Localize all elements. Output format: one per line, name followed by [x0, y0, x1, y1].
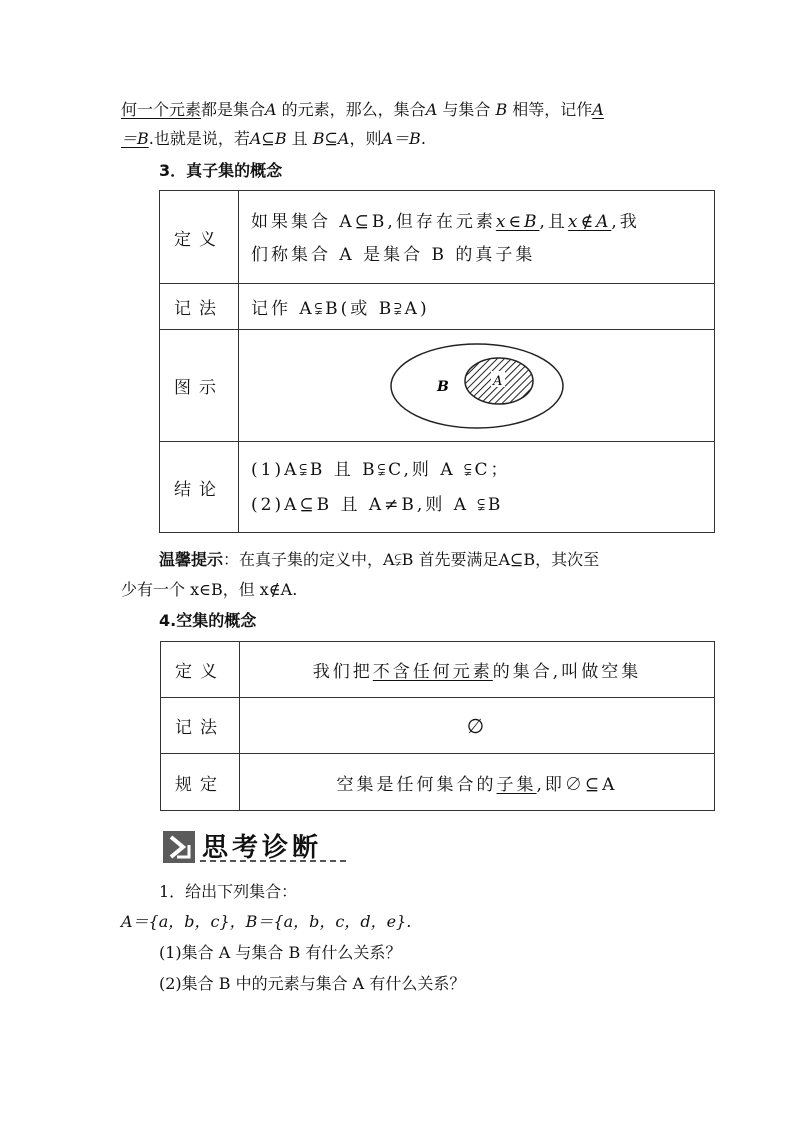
row-label: 规定 — [161, 754, 240, 811]
conclusion-cell — [239, 442, 715, 533]
intro-var: A — [265, 100, 277, 119]
definition-cell — [239, 191, 715, 284]
row-label: 定义 — [161, 642, 240, 698]
intro-line-1 — [121, 99, 604, 121]
intro-line-2 — [121, 128, 426, 150]
tip-line-1 — [159, 549, 599, 571]
table-row — [160, 191, 715, 284]
def-text: ,我 — [611, 212, 640, 232]
section4-heading: 4.空集的概念 — [159, 611, 257, 630]
question-1-part-1: (1)集合 A 与集合 B 有什么关系？ — [159, 943, 402, 962]
venn-diagram — [387, 341, 567, 431]
tip-line-2: 少有一个 x∈B，但 x∉A. — [121, 580, 298, 599]
notation-cell: 记作 A⫋B(或 B⫌A) — [239, 284, 715, 330]
intro-expr: B⊆A — [312, 129, 350, 148]
intro-text: . — [420, 129, 426, 148]
venn-cell — [239, 330, 715, 442]
empty-set-table — [160, 641, 715, 811]
table-row — [161, 642, 715, 698]
row-label: 记法 — [160, 284, 239, 330]
banner-underline — [200, 860, 346, 862]
intro-text: 的元素，那么，集合 — [276, 100, 426, 119]
table-row — [161, 698, 715, 754]
row-label: 结论 — [160, 442, 239, 533]
intro-text: .也就是说，若 — [148, 129, 250, 148]
rule-text: 空集是任何集合的 — [336, 774, 497, 795]
table-row — [160, 330, 715, 442]
question-1: 1．给出下列集合： — [159, 882, 298, 901]
intro-var: A — [592, 100, 604, 119]
table-row — [160, 442, 715, 533]
def-text: 我们把 — [312, 662, 373, 682]
def-text-line2: 们称集合 A 是集合 B 的真子集 — [251, 245, 536, 265]
question-1-sets: A＝{a，b，c}，B＝{a，b，c，d，e}. — [121, 912, 412, 931]
conclusion-line-1: (1)A⫋B 且 B⫋C,则 A ⫋C； — [251, 460, 511, 480]
intro-expr: A⊆B — [249, 129, 287, 148]
row-label: 图示 — [160, 330, 239, 442]
row-label: 定义 — [160, 191, 239, 284]
intro-equality: ＝B — [121, 129, 149, 148]
question-1-part-2: (2)集合 B 中的元素与集合 A 有什么关系？ — [159, 974, 466, 993]
banner-arrow-icon — [163, 831, 195, 863]
intro-text: 且 — [286, 129, 313, 148]
intro-var: A — [425, 100, 438, 119]
empty-set-symbol: ∅ — [240, 698, 715, 754]
rule-underlined: 子集 — [496, 774, 537, 795]
rule-cell — [240, 754, 715, 811]
intro-expr: A＝B — [381, 129, 421, 148]
set-b-label: B — [436, 378, 452, 395]
intro-text: ，则 — [349, 129, 382, 148]
table-row — [161, 754, 715, 811]
table-row — [160, 284, 715, 330]
definition-cell — [240, 642, 715, 698]
def-text: ,且 — [539, 212, 568, 232]
banner-title: 思考诊断 — [202, 833, 323, 863]
def-underlined: x∉A — [567, 212, 612, 232]
def-underlined: 不含任何元素 — [372, 662, 493, 682]
section3-heading: 3．真子集的概念 — [159, 161, 283, 180]
rule-text: ,即∅⊆A — [536, 774, 618, 795]
intro-underlined-phrase: 何一个元素 — [121, 100, 202, 119]
intro-text: 与集合 — [437, 100, 496, 119]
def-text: 的集合,叫做空集 — [492, 662, 642, 682]
set-a-label: A — [492, 373, 505, 389]
intro-text: 相等，记作 — [507, 100, 593, 119]
def-text: 如果集合 A⊆B,但存在元素 — [251, 212, 496, 232]
row-label: 记法 — [161, 698, 240, 754]
intro-text: 都是集合 — [201, 100, 266, 119]
intro-var: B — [495, 100, 508, 119]
conclusion-line-2: (2)A⊆B 且 A≠B,则 A ⫋B — [251, 495, 504, 515]
def-underlined: x∈B — [495, 212, 540, 232]
tip-text: ：在真子集的定义中，A⫋B 首先要满足A⊆B，其次至 — [223, 550, 600, 569]
proper-subset-table — [159, 190, 715, 533]
tip-label: 温馨提示 — [159, 550, 224, 569]
